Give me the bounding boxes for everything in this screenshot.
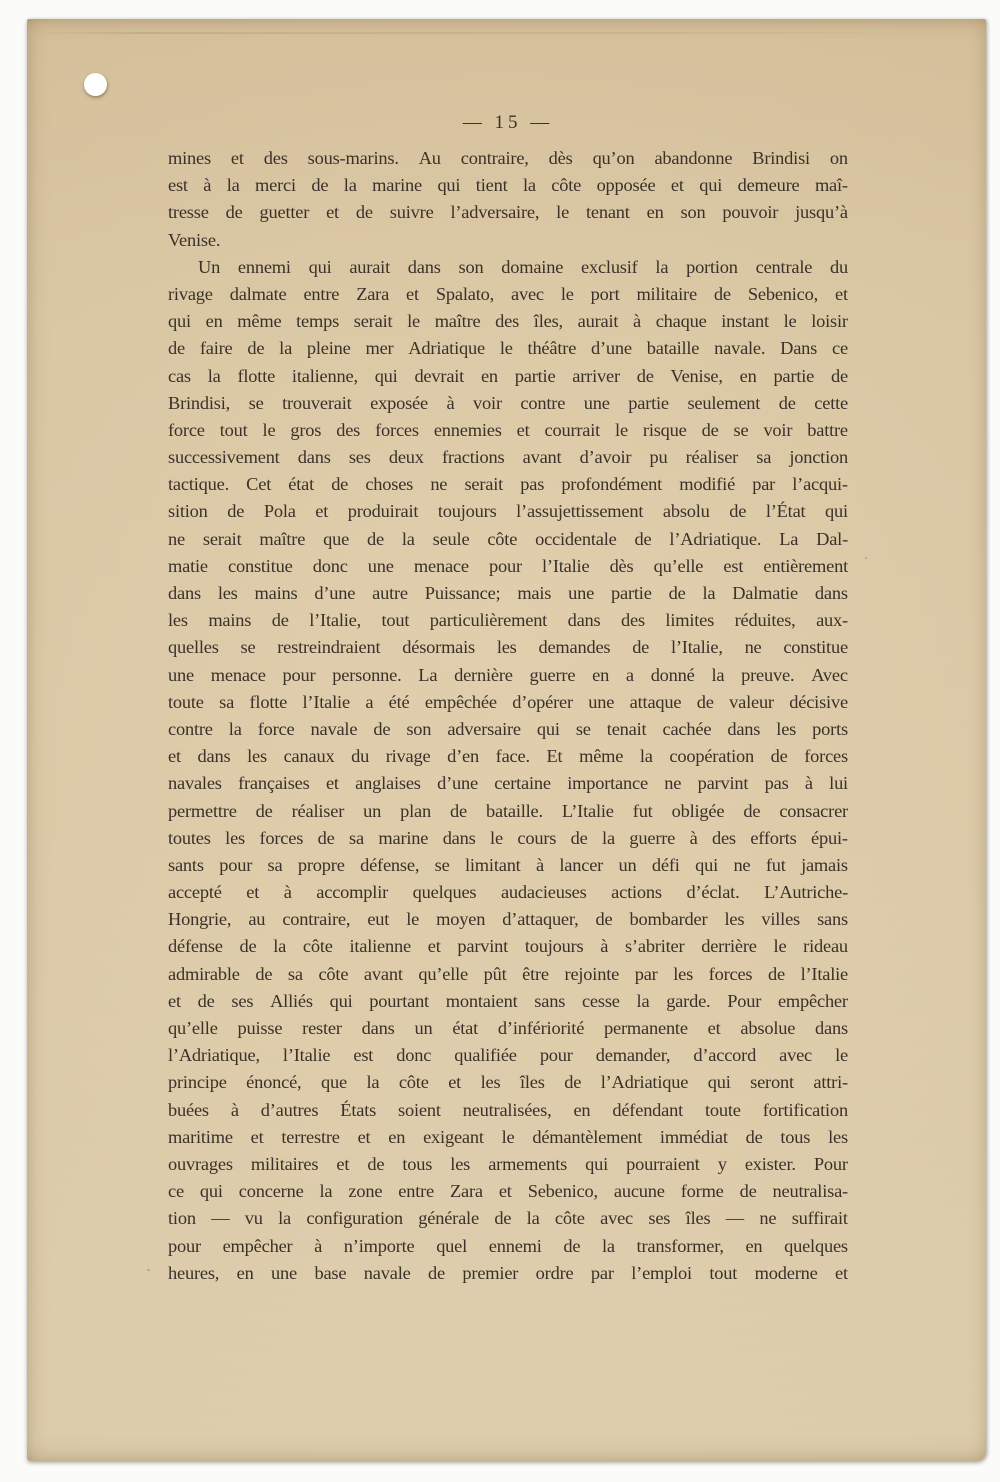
text-line: cas la flotte italienne, qui devrait en partie arriver de Venise, en partie de xyxy=(168,365,848,386)
text-line: qu’elle puisse rester dans un état d’infériorité permanente et absolue dans xyxy=(168,1018,848,1038)
text-line: défense de la côte italienne et parvint toujours à s’abriter derrière le rideau xyxy=(168,936,848,957)
text-line: une menace pour personne. La dernière guerre en a donné la preuve. Avec xyxy=(168,664,848,685)
text-line: Brindisi, se trouverait exposée à voir contre une partie seulement de cette xyxy=(168,392,848,413)
text-line: principe énoncé, que la côte et les îles de l’Adriatique qui seront attri- xyxy=(168,1072,848,1093)
text-line: l’Adriatique, l’Italie est donc qualifiée pour demander, d’accord avec le xyxy=(168,1045,848,1066)
text-line: ouvrages militaires et de tous les armements qui pourraient y exister. Pour xyxy=(168,1153,848,1174)
document-page xyxy=(27,19,986,1461)
text-line: quelles se restreindraient désormais les demandes de l’Italie, ne constitue xyxy=(168,637,848,658)
text-line: matie constitue donc une menace pour l’Italie dès qu’elle est entièrement xyxy=(168,555,848,576)
text-line: navales françaises et anglaises d’une certaine importance ne parvint pas à lui xyxy=(168,773,848,794)
text-line: toute sa flotte l’Italie a été empêchée d’opérer une attaque de valeur décisive xyxy=(168,691,848,712)
text-line: les mains de l’Italie, tout particulièrement dans des limites réduites, aux- xyxy=(168,610,848,631)
punch-hole xyxy=(84,73,107,96)
text-line: et de ses Alliés qui pourtant montaient sans cesse la garde. Pour empêcher xyxy=(168,990,848,1011)
text-line: heures, en une base navale de premier ordre par l’emploi tout moderne et xyxy=(168,1262,848,1283)
text-line: Un ennemi qui aurait dans son domaine exclusif la portion centrale du xyxy=(198,256,848,277)
paper-speck xyxy=(865,557,867,559)
text-line: ne serait maître que de la seule côte occidentale de l’Adriatique. La Dal- xyxy=(168,528,848,549)
text-line: Venise. xyxy=(168,229,221,250)
text-line: sition de Pola et produirait toujours l’assujettissement absolu de l’État qui xyxy=(168,501,848,522)
text-line: et dans les canaux du rivage d’en face. Et même la coopération de forces xyxy=(168,746,848,767)
text-line: buées à d’autres États soient neutralisées, en défendant toute fortification xyxy=(168,1099,848,1120)
text-line: sants pour sa propre défense, se limitant à lancer un défi qui ne fut jamais xyxy=(168,854,848,875)
paper-speck xyxy=(147,1269,150,1271)
text-line: dans les mains d’une autre Puissance; mais une partie de la Dalmatie dans xyxy=(168,583,848,603)
text-line: maritime et terrestre et en exigeant le démantèlement immédiat de tous les xyxy=(168,1126,848,1147)
text-line: tresse de guetter et de suivre l’adversaire, le tenant en son pouvoir jusqu’à xyxy=(168,202,848,223)
text-line: pour empêcher à n’importe quel ennemi de la transformer, en quelques xyxy=(168,1235,848,1256)
text-line: permettre de réaliser un plan de bataille. L’Italie fut obligée de consacrer xyxy=(168,800,848,821)
page-number: — 15 — xyxy=(462,112,554,133)
text-line: mines et des sous-marins. Au contraire, dès qu’on abandonne Brindisi on xyxy=(168,148,848,168)
text-line: qui en même temps serait le maître des îles, aurait à chaque instant le loisir xyxy=(168,311,848,332)
text-line: tion — vu la configuration générale de la côte avec ses îles — ne suffirait xyxy=(168,1208,848,1229)
paper-crease xyxy=(33,32,915,34)
text-line: toutes les forces de sa marine dans le cours de la guerre à des efforts épui- xyxy=(168,827,848,848)
text-line: accepté et à accomplir quelques audacieuses actions d’éclat. L’Autriche- xyxy=(168,882,848,903)
text-line: est à la merci de la marine qui tient la côte opposée et qui demeure maî- xyxy=(168,175,848,196)
text-line: admirable de sa côte avant qu’elle pût être rejointe par les forces de l’Italie xyxy=(168,963,848,984)
text-line: ce qui concerne la zone entre Zara et Sebenico, aucune forme de neutralisa- xyxy=(168,1181,848,1202)
text-line: successivement dans ses deux fractions avant d’avoir pu réaliser sa jonction xyxy=(168,447,848,468)
text-line: tactique. Cet état de choses ne serait pas profondément modifié par l’acqui- xyxy=(168,474,848,495)
text-line: de faire de la pleine mer Adriatique le théâtre d’une bataille navale. Dans ce xyxy=(168,338,848,359)
text-line: force tout le gros des forces ennemies et courrait le risque de se voir battre xyxy=(168,419,848,440)
text-line: rivage dalmate entre Zara et Spalato, avec le port militaire de Sebenico, et xyxy=(168,283,848,304)
text-line: Hongrie, au contraire, eut le moyen d’attaquer, de bombarder les villes sans xyxy=(168,909,848,930)
text-block xyxy=(168,145,848,1287)
text-line: contre la force navale de son adversaire qui se tenait cachée dans les ports xyxy=(168,718,848,739)
